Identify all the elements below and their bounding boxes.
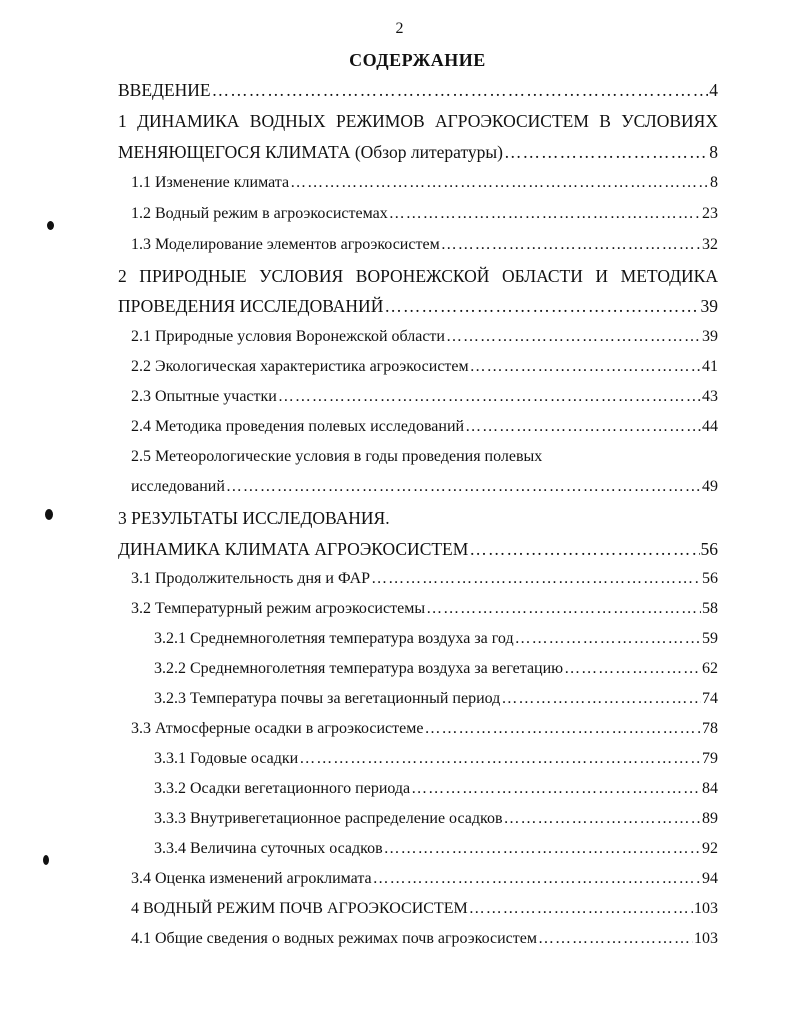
toc-page-number: 4 <box>709 80 718 100</box>
scan-speck <box>45 509 53 520</box>
toc-page-number: 43 <box>702 388 718 405</box>
toc-entry-text: 1 ДИНАМИКА ВОДНЫХ РЕЖИМОВ АГРОЭКОСИСТЕМ В УСЛОВИЯХ <box>118 111 718 131</box>
toc-entry-3-3-2[interactable] <box>154 777 718 801</box>
toc-entry-text: 4 ВОДНЫЙ РЕЖИМ ПОЧВ АГРОЭКОСИСТЕМ <box>131 900 468 917</box>
toc-entry-text: ВВЕДЕНИЕ <box>118 80 211 100</box>
toc-page-number: 32 <box>702 236 718 253</box>
leader-dots <box>469 897 693 921</box>
toc-entry-chapter-3-cont[interactable] <box>118 537 718 561</box>
toc-page-number: 56 <box>702 570 718 587</box>
toc-page-number: 78 <box>702 720 718 737</box>
toc-entry-1-2[interactable] <box>131 202 718 226</box>
toc-entry-chapter-1-cont[interactable] <box>118 140 718 164</box>
toc-page-number: 62 <box>702 660 718 677</box>
toc-entry-text: ДИНАМИКА КЛИМАТА АГРОЭКОСИСТЕМ <box>118 539 469 559</box>
toc-page-number: 103 <box>694 900 718 917</box>
leader-dots <box>384 294 699 318</box>
leader-dots <box>446 325 701 349</box>
leader-dots <box>515 627 701 651</box>
leader-dots <box>278 385 701 409</box>
leader-dots <box>212 78 709 102</box>
toc-entry-2-2[interactable] <box>131 355 718 379</box>
toc-entry-text: 3.3.3 Внутривегетационное распределение осадков <box>154 810 503 827</box>
toc-entry-chapter-3[interactable] <box>118 506 718 530</box>
toc-page-number: 8 <box>709 142 718 162</box>
toc-entry-text: 2.3 Опытные участки <box>131 388 277 405</box>
leader-dots <box>371 567 701 591</box>
toc-entry-1-1[interactable] <box>131 171 718 195</box>
leader-dots <box>299 747 701 771</box>
toc-entry-2-5-cont[interactable] <box>131 475 718 499</box>
toc-entry-text: 2 ПРИРОДНЫЕ УСЛОВИЯ ВОРОНЕЖСКОЙ ОБЛАСТИ И МЕТОДИКА <box>118 266 718 286</box>
toc-page-number: 41 <box>702 358 718 375</box>
toc-page-number: 92 <box>702 840 718 857</box>
toc-entry-3-1[interactable] <box>131 567 718 591</box>
toc-entry-text: 3.1 Продолжительность дня и ФАР <box>131 570 371 587</box>
leader-dots <box>373 867 701 891</box>
toc-entry-text: 2.5 Метеорологические условия в годы проведения полевых <box>131 448 543 465</box>
toc-entry-chapter-2[interactable] <box>118 264 718 288</box>
toc-entry-3-3-1[interactable] <box>154 747 718 771</box>
toc-page-number: 59 <box>702 630 718 647</box>
toc-entry-3-3-4[interactable] <box>154 837 718 861</box>
leader-dots <box>384 837 701 861</box>
toc-entry-3-2-3[interactable] <box>154 687 718 711</box>
scan-speck <box>47 221 54 230</box>
toc-entry-text: 3 РЕЗУЛЬТАТЫ ИССЛЕДОВАНИЯ. <box>118 508 390 528</box>
toc-entry-chapter-2-cont[interactable] <box>118 294 718 318</box>
leader-dots <box>538 927 693 951</box>
toc-entry-2-3[interactable] <box>131 385 718 409</box>
toc-entry-3-2-2[interactable] <box>154 657 718 681</box>
toc-entry-text: 1.3 Моделирование элементов агроэкосистем <box>131 236 440 253</box>
toc-entry-text: 3.3 Атмосферные осадки в агроэкосистеме <box>131 720 424 737</box>
toc-page-number: 103 <box>694 930 718 947</box>
scan-speck <box>43 855 49 865</box>
toc-entry-3-4[interactable] <box>131 867 718 891</box>
leader-dots <box>465 415 701 439</box>
toc-entry-2-5[interactable] <box>131 445 718 469</box>
toc-entry-2-1[interactable] <box>131 325 718 349</box>
toc-entry-text: 3.3.1 Годовые осадки <box>154 750 299 767</box>
toc-page-number: 44 <box>702 418 718 435</box>
toc-entry-text: МЕНЯЮЩЕГОСЯ КЛИМАТА (Обзор литературы) <box>118 142 503 162</box>
toc-entry-text: 3.2.2 Среднемноголетняя температура воздуха за вегетацию <box>154 660 564 677</box>
leader-dots <box>504 807 702 831</box>
toc-entry-introduction[interactable] <box>118 78 718 102</box>
toc-page-number: 39 <box>700 296 718 316</box>
toc-entry-text: 3.4 Оценка изменений агроклимата <box>131 870 372 887</box>
toc-entry-2-4[interactable] <box>131 415 718 439</box>
toc-page-number: 39 <box>702 328 718 345</box>
toc-page-number: 23 <box>702 205 718 222</box>
page-number: 2 <box>395 20 404 37</box>
leader-dots <box>501 687 701 711</box>
toc-entry-text: 3.3.4 Величина суточных осадков <box>154 840 383 857</box>
toc-page-number: 84 <box>702 780 718 797</box>
toc-entry-3-3[interactable] <box>131 717 718 741</box>
toc-entry-text: исследований <box>131 478 225 495</box>
leader-dots <box>226 475 701 499</box>
leader-dots <box>504 140 708 164</box>
toc-page-number: 56 <box>700 539 718 559</box>
toc-entry-3-2[interactable] <box>131 597 718 621</box>
toc-entry-text: 1.2 Водный режим в агроэкосистемах <box>131 205 388 222</box>
toc-entry-text: 2.1 Природные условия Воронежской области <box>131 328 445 345</box>
toc-entry-text: 3.2 Температурный режим агроэкосистемы <box>131 600 426 617</box>
toc-page-number: 79 <box>702 750 718 767</box>
toc-page-number: 58 <box>702 600 718 617</box>
leader-dots <box>470 355 701 379</box>
leader-dots <box>389 202 701 226</box>
toc-entry-chapter-1[interactable] <box>118 109 718 133</box>
toc-page-number: 74 <box>702 690 718 707</box>
leader-dots <box>426 597 701 621</box>
toc-entry-text: 1.1 Изменение климата <box>131 174 290 191</box>
leader-dots <box>424 717 701 741</box>
leader-dots <box>290 171 709 195</box>
toc-entry-text: 4.1 Общие сведения о водных режимах почв агроэкосистем <box>131 930 537 947</box>
toc-entry-text: 3.2.1 Среднемноголетняя температура воздуха за год <box>154 630 514 647</box>
toc-entry-text: ПРОВЕДЕНИЯ ИССЛЕДОВАНИЙ <box>118 296 384 316</box>
toc-entry-text: 2.2 Экологическая характеристика агроэкосистем <box>131 358 469 375</box>
toc-entry-3-2-1[interactable] <box>154 627 718 651</box>
toc-page-number: 8 <box>710 174 718 191</box>
toc-entry-text: 2.4 Методика проведения полевых исследований <box>131 418 465 435</box>
toc-entry-text: 3.2.3 Температура почвы за вегетационный период <box>154 690 501 707</box>
leader-dots <box>441 233 701 257</box>
toc-entry-3-3-3[interactable] <box>154 807 718 831</box>
toc-entry-1-3[interactable] <box>131 233 718 257</box>
toc-page-number: 94 <box>702 870 718 887</box>
toc-page-number: 49 <box>702 478 718 495</box>
page-title: СОДЕРЖАНИЕ <box>349 50 486 70</box>
leader-dots <box>411 777 701 801</box>
leader-dots <box>469 537 699 561</box>
toc-entry-4-1[interactable] <box>131 927 718 951</box>
toc-page-number: 89 <box>702 810 718 827</box>
toc-entry-chapter-4[interactable] <box>131 897 718 921</box>
toc-entry-text: 3.3.2 Осадки вегетационного периода <box>154 780 411 797</box>
leader-dots <box>564 657 701 681</box>
